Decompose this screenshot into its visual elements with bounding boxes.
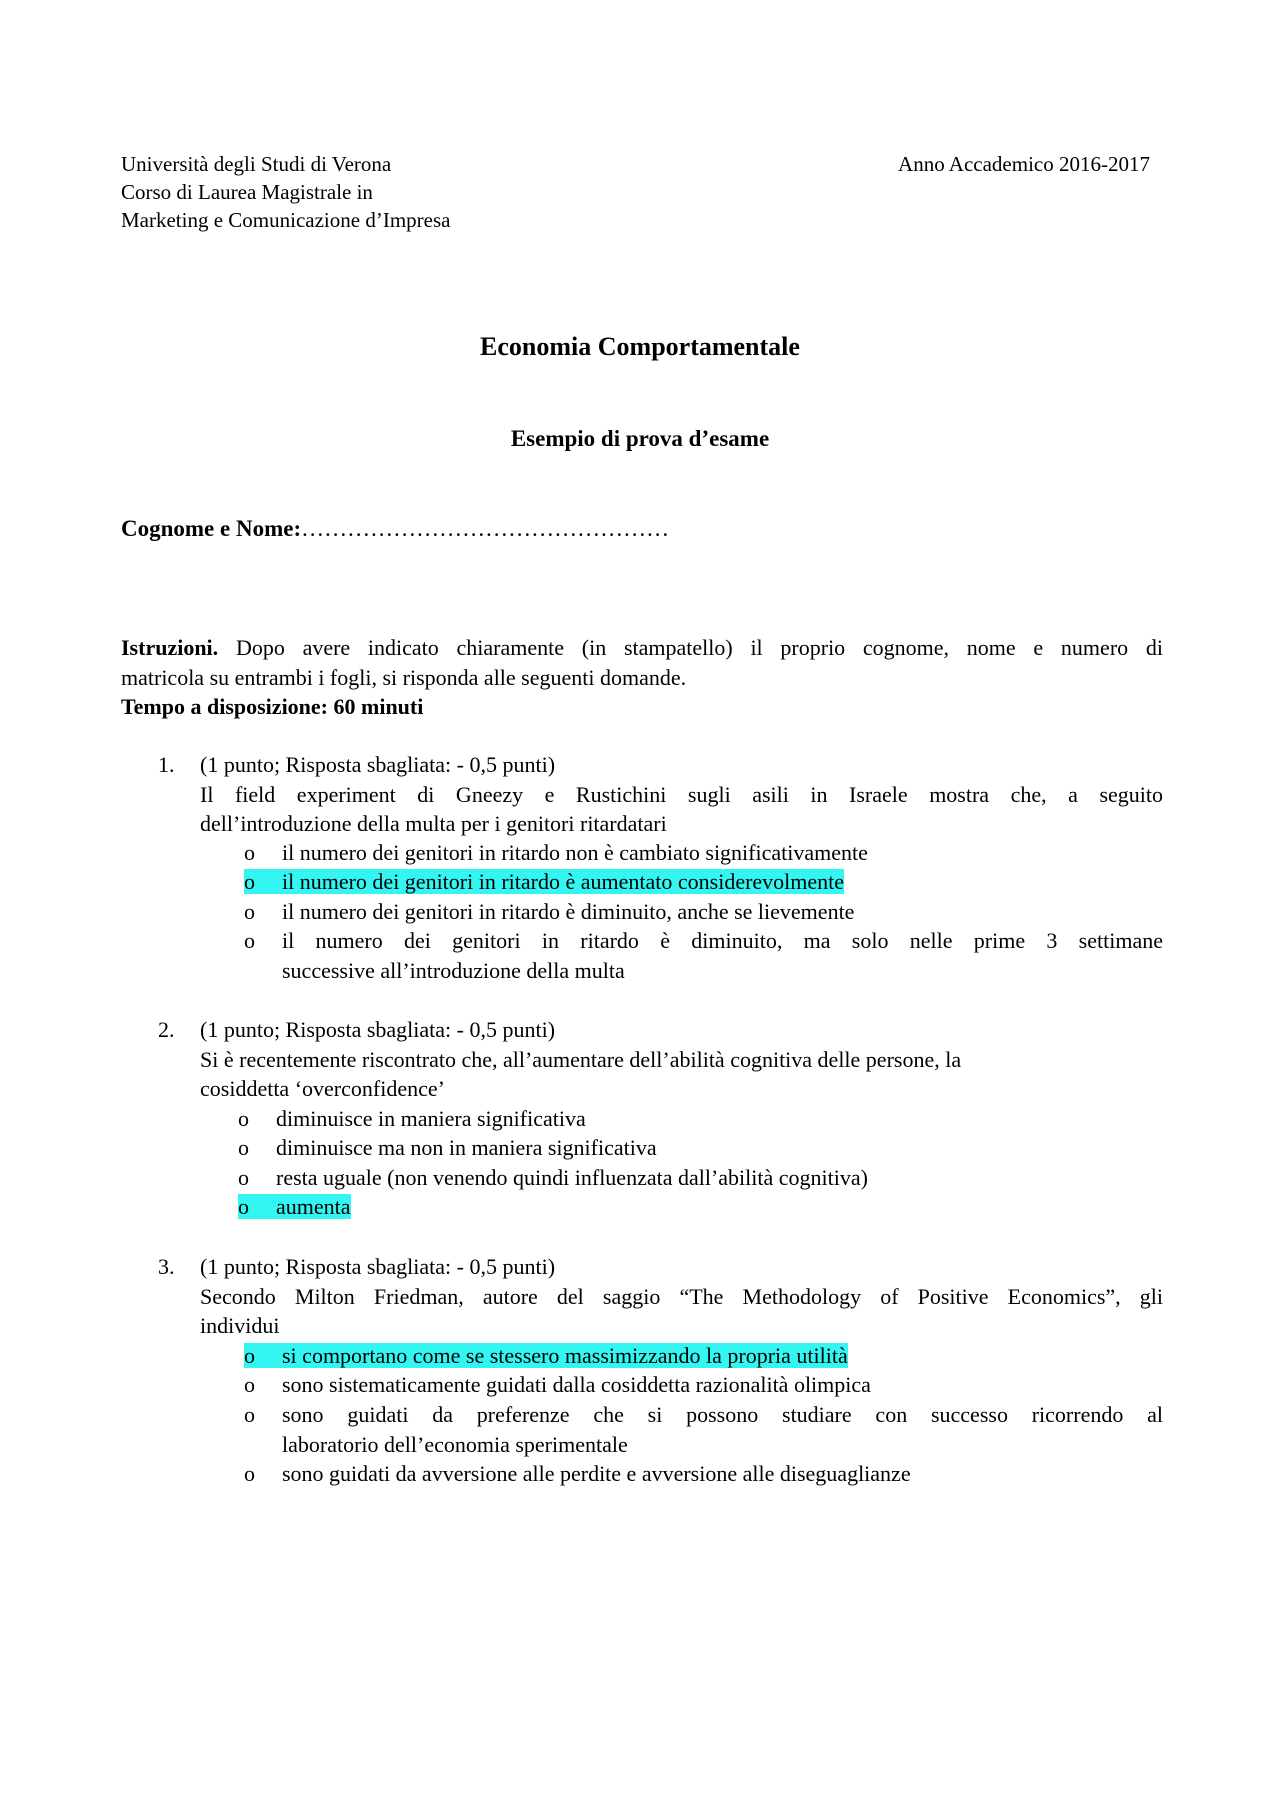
question-1-option-4[interactable] (244, 926, 282, 956)
radio-bullet-icon: o (238, 1135, 249, 1160)
page-title: Economia Comportamentale (480, 332, 800, 361)
question-2-text-1: Si è recentemente riscontrato che, all’aumentare dell’abilità cognitiva delle persone, la (200, 1046, 962, 1072)
instructions-lead: Istruzioni. (121, 635, 219, 660)
radio-bullet-icon: o (244, 928, 255, 953)
name-field (121, 514, 669, 544)
question-3 (200, 1252, 1163, 1341)
question-1-text-2: dell’introduzione della multa per i genitori ritardatari (200, 811, 667, 836)
question-1-text-1: Il field experiment di Gneezy e Rustichini sugli asili in Israele mostra che, a seguito (200, 781, 1163, 807)
question-3-option-2[interactable] (244, 1370, 871, 1400)
question-2-option-3[interactable] (238, 1163, 868, 1193)
highlighted-answer (244, 869, 844, 894)
instructions (121, 633, 1163, 692)
option-label-line-1: sono guidati da preferenze che si possono studiare con successo ricorrendo al (282, 1402, 1163, 1427)
question-3-option-3-text (282, 1400, 1163, 1459)
highlighted-answer (238, 1194, 351, 1219)
question-2 (200, 1015, 1163, 1104)
question-2-text-2: cosiddetta ‘overconfidence’ (200, 1076, 445, 1101)
question-2-option-2[interactable] (238, 1133, 657, 1163)
instructions-line-2: matricola su entrambi i fogli, si risponda alle seguenti domande. (121, 664, 687, 690)
radio-bullet-icon: o (244, 1402, 255, 1427)
radio-bullet-icon: o (238, 1106, 249, 1131)
question-3-points: (1 punto; Risposta sbagliata: - 0,5 punti) (200, 1254, 556, 1279)
question-1 (200, 750, 1163, 839)
option-label: resta uguale (non venendo quindi influenzata dall’abilità cognitiva) (276, 1165, 868, 1190)
option-label: aumenta (276, 1194, 351, 1219)
question-1-option-1[interactable] (244, 838, 868, 868)
time-limit: Tempo a disposizione: 60 minuti (121, 694, 424, 719)
radio-bullet-icon: o (244, 840, 255, 865)
option-label-line-2: successive all’introduzione della multa (282, 957, 625, 983)
option-label: il numero dei genitori in ritardo non è cambiato significativamente (282, 840, 868, 865)
option-label: il numero dei genitori in ritardo è diminuito, anche se lievemente (282, 899, 855, 924)
question-2-option-4[interactable] (238, 1192, 351, 1222)
question-3-option-3[interactable] (244, 1400, 282, 1430)
radio-bullet-icon: o (244, 899, 255, 924)
highlighted-answer (244, 1343, 848, 1368)
option-label: sono guidati da avversione alle perdite e avversione alle diseguaglianze (282, 1461, 911, 1486)
name-field-dots: ………………………………………… (301, 516, 670, 541)
question-3-option-4[interactable] (244, 1459, 911, 1489)
question-1-option-2[interactable] (244, 867, 844, 897)
question-2-points: (1 punto; Risposta sbagliata: - 0,5 punti) (200, 1017, 556, 1042)
question-1-option-4-text (282, 926, 1163, 985)
degree-course: Corso di Laurea Magistrale in (121, 180, 373, 204)
degree-program: Marketing e Comunicazione d’Impresa (121, 208, 451, 232)
option-label: diminuisce ma non in maniera significativa (276, 1135, 657, 1160)
question-3-text-2: individui (200, 1313, 280, 1338)
option-label-line-1: il numero dei genitori in ritardo è diminuito, ma solo nelle prime 3 settimane (282, 928, 1163, 953)
question-3-text-1: Secondo Milton Friedman, autore del saggio “The Methodology of Positive Economics”, gli (200, 1283, 1163, 1309)
option-label-line-2: laboratorio dell’economia sperimentale (282, 1431, 628, 1457)
option-label: sono sistematicamente guidati dalla cosiddetta razionalità olimpica (282, 1372, 871, 1397)
instructions-line-1 (121, 633, 1163, 663)
question-1-points: (1 punto; Risposta sbagliata: - 0,5 punti) (200, 752, 556, 777)
radio-bullet-icon: o (244, 869, 255, 894)
question-3-number: 3. (158, 1254, 175, 1279)
option-label: diminuisce in maniera significativa (276, 1106, 586, 1131)
university-name: Università degli Studi di Verona (121, 152, 392, 176)
question-1-option-3[interactable] (244, 897, 854, 927)
institution-header (121, 150, 450, 234)
radio-bullet-icon: o (244, 1343, 255, 1368)
page-subtitle: Esempio di prova d’esame (510, 426, 770, 451)
radio-bullet-icon: o (238, 1165, 249, 1190)
option-label: si comportano come se stessero massimizzando la propria utilità (282, 1343, 848, 1368)
radio-bullet-icon: o (244, 1461, 255, 1486)
radio-bullet-icon: o (238, 1194, 249, 1219)
radio-bullet-icon: o (244, 1372, 255, 1397)
academic-year: Anno Accademico 2016-2017 (898, 152, 1150, 176)
instructions-text-1: Dopo avere indicato chiaramente (in stampatello) il proprio cognome, nome e numero di (235, 635, 1163, 660)
name-field-label: Cognome e Nome: (121, 516, 302, 541)
question-2-option-1[interactable] (238, 1104, 586, 1134)
question-2-number: 2. (158, 1017, 175, 1042)
question-1-number: 1. (158, 752, 175, 777)
option-label: il numero dei genitori in ritardo è aumentato considerevolmente (282, 869, 845, 894)
question-3-option-1[interactable] (244, 1341, 848, 1371)
